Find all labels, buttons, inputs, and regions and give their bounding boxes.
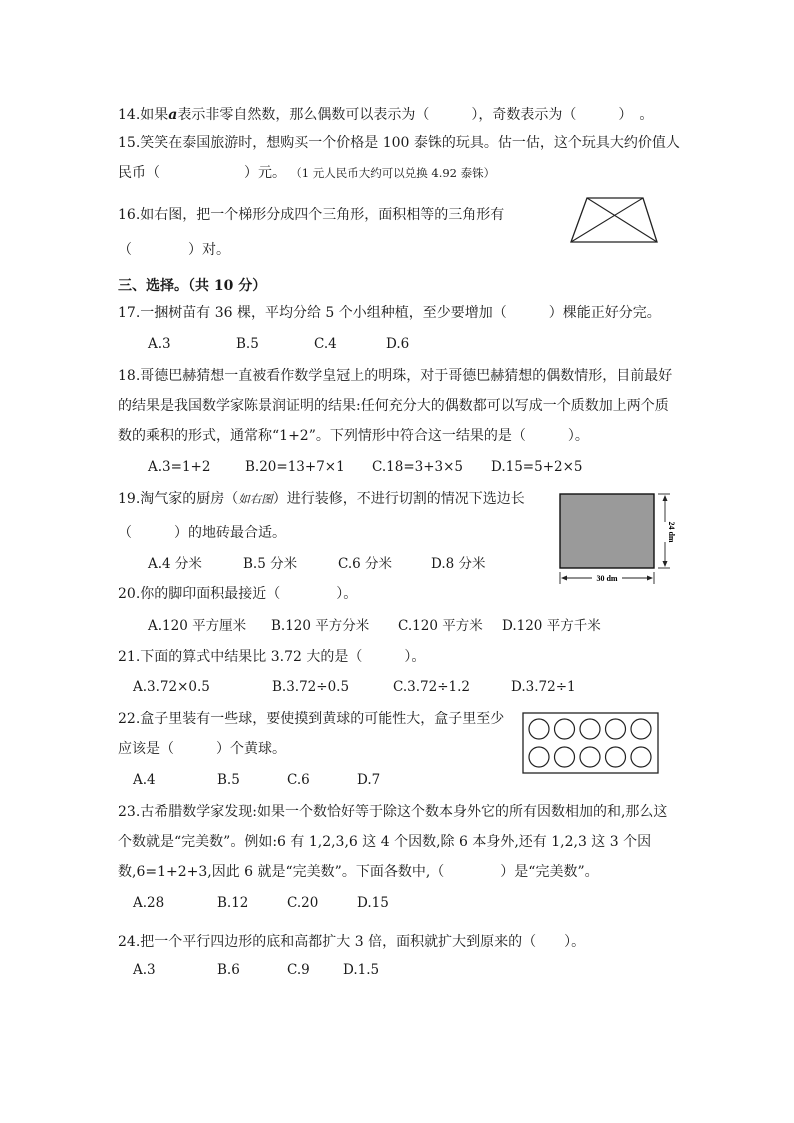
q22-option-a[interactable]: A.4	[133, 772, 156, 788]
q17-option-d[interactable]: D.6	[386, 336, 410, 352]
q18-option-a[interactable]: A.3=1+2	[148, 459, 211, 475]
question-23-line2: 个数就是“完美数”。例如:6 有 1,2,3,6 这 4 个因数,除 6 本身外,还有 1,2,3 这 3 个因	[118, 834, 652, 850]
q20-option-a[interactable]: A.120 平方厘米	[148, 618, 247, 634]
q20-option-c[interactable]: C.120 平方米	[398, 618, 483, 634]
ball-box-figure	[522, 712, 660, 776]
question-19-line2: （ ）的地砖最合适。	[118, 525, 286, 541]
q23-option-d[interactable]: D.15	[357, 895, 389, 911]
ball	[580, 747, 600, 767]
ball	[580, 719, 600, 739]
question-16-line1: 16.如右图，把一个梯形分成四个三角形，面积相等的三角形有	[118, 207, 505, 223]
q15-note: （1 元人民币大约可以兑换 4.92 泰铢）	[296, 166, 496, 180]
q17-option-a[interactable]: A.3	[148, 336, 171, 352]
question-23-line1: 23.古希腊数学家发现:如果一个数恰好等于除这个数本身外它的所有因数相加的和,那么这	[118, 804, 668, 820]
q21-option-a[interactable]: A.3.72×0.5	[133, 679, 210, 695]
section-3-title: 三、选择。（共 10 分）	[118, 278, 267, 294]
question-24-stem: 24.把一个平行四边形的底和高都扩大 3 倍，面积就扩大到原来的（ ）。	[118, 934, 586, 950]
question-22-line1: 22.盒子里装有一些球，要使摸到黄球的可能性大，盒子里至少	[118, 711, 505, 727]
balls-group	[529, 719, 651, 767]
question-20-stem: 20.你的脚印面积最接近（ ）。	[118, 586, 358, 602]
width-label: 30 dm	[596, 574, 618, 583]
q24-option-c[interactable]: C.9	[287, 962, 310, 978]
question-22-line2: 应该是（ ）个黄球。	[118, 741, 286, 757]
question-18-line3: 数的乘积的形式，通常称“1+2”。下列情形中符合这一结果的是（ ）。	[118, 428, 589, 444]
q19-option-d[interactable]: D.8 分米	[431, 556, 486, 572]
q24-option-b[interactable]: B.6	[217, 962, 240, 978]
ball	[555, 719, 575, 739]
q18-option-b[interactable]: B.20=13+7×1	[245, 459, 345, 475]
trapezoid-figure	[567, 194, 661, 246]
ball-box	[523, 713, 658, 773]
q14-variable: a	[168, 107, 178, 123]
ball	[606, 747, 626, 767]
question-15-line2	[118, 163, 495, 183]
question-17-stem: 17.一捆树苗有 36 棵，平均分给 5 个小组种植，至少要增加（ ）棵能正好分完。	[118, 305, 661, 321]
q17-option-c[interactable]: C.4	[314, 336, 337, 352]
q20-option-b[interactable]: B.120 平方分米	[271, 618, 370, 634]
q18-option-d[interactable]: D.15=5+2×5	[491, 459, 583, 475]
q19-option-a[interactable]: A.4 分米	[148, 556, 202, 572]
q22-option-c[interactable]: C.6	[287, 772, 310, 788]
q17-option-b[interactable]: B.5	[236, 336, 259, 352]
q22-option-d[interactable]: D.7	[357, 772, 381, 788]
q14-text-a: 14.如果	[118, 107, 169, 123]
q18-option-c[interactable]: C.18=3+3×5	[372, 459, 464, 475]
q24-option-d[interactable]: D.1.5	[343, 962, 380, 978]
question-15-line1: 15.笑笑在泰国旅游时，想购买一个价格是 100 泰铢的玩具。估一估，这个玩具大约价值人	[118, 135, 680, 151]
question-19-line1	[118, 489, 525, 509]
q24-option-a[interactable]: A.3	[133, 962, 156, 978]
q20-option-d[interactable]: D.120 平方千米	[502, 618, 601, 634]
q19-text-a: 19.淘气家的厨房（	[118, 491, 239, 507]
trapezoid-diagonal-1	[587, 198, 657, 242]
height-label: 24 dm	[667, 521, 676, 543]
trapezoid-outline	[571, 198, 657, 242]
q14-text-b: 表示非零自然数，那么偶数可以表示为（ ），奇数表示为（ ） 。	[177, 107, 654, 123]
question-14	[118, 105, 653, 125]
question-23-line3: 数,6=1+2+3,因此 6 就是“完美数”。下面各数中,（ ）是“完美数”。	[118, 864, 599, 880]
ball	[606, 719, 626, 739]
q23-option-a[interactable]: A.28	[133, 895, 165, 911]
q22-option-b[interactable]: B.5	[217, 772, 240, 788]
question-16-line2: （ ）对。	[118, 242, 230, 258]
q15-line2: 民币（ ）元。	[118, 165, 286, 181]
ball	[529, 719, 549, 739]
q19-option-c[interactable]: C.6 分米	[338, 556, 393, 572]
q21-option-b[interactable]: B.3.72÷0.5	[272, 679, 350, 695]
kitchen-floor-figure	[552, 488, 676, 588]
q19-text-b: ）进行装修，不进行切割的情况下选边长	[272, 491, 525, 507]
q21-option-d[interactable]: D.3.72÷1	[511, 679, 576, 695]
ball	[631, 719, 651, 739]
question-21-stem: 21.下面的算式中结果比 3.72 大的是（ ）。	[118, 649, 426, 665]
q21-option-c[interactable]: C.3.72÷1.2	[393, 679, 470, 695]
q23-option-c[interactable]: C.20	[287, 895, 319, 911]
q19-option-b[interactable]: B.5 分米	[243, 556, 298, 572]
question-18-line1: 18.哥德巴赫猜想一直被看作数学皇冠上的明珠，对于哥德巴赫猜想的偶数情形，目前最好	[118, 368, 673, 384]
question-18-line2: 的结果是我国数学家陈景润证明的结果:任何充分大的偶数都可以写成一个质数加上两个质	[118, 398, 669, 414]
ball	[529, 747, 549, 767]
q19-note: 如右图	[238, 492, 273, 506]
ball	[631, 747, 651, 767]
ball	[555, 747, 575, 767]
q23-option-b[interactable]: B.12	[217, 895, 249, 911]
kitchen-floor-rect	[560, 494, 654, 568]
trapezoid-diagonal-2	[571, 198, 643, 242]
